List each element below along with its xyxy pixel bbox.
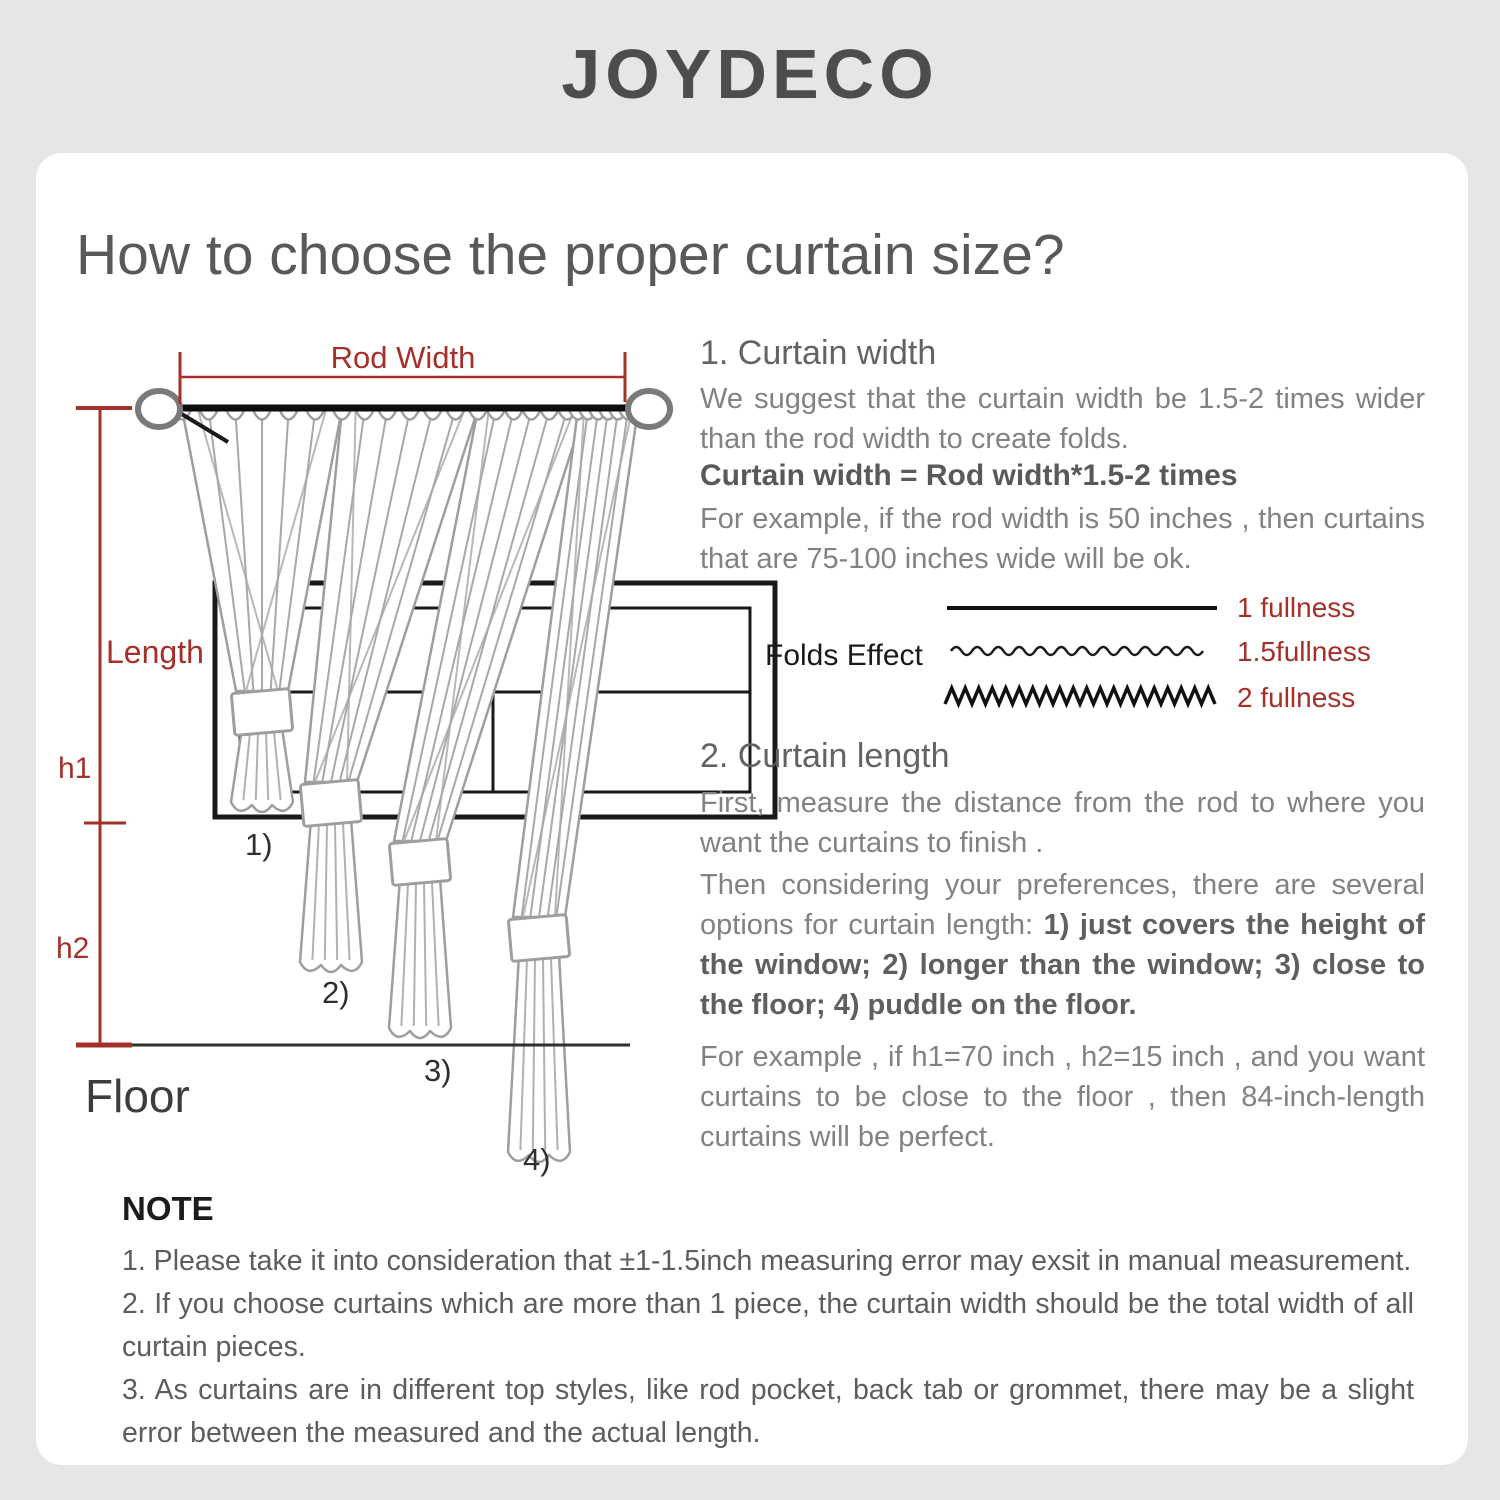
legend-1-fullness: 1 fullness [1237,592,1356,623]
note-heading: NOTE [122,1190,214,1227]
h2-label: h2 [56,932,90,965]
legend-2-fullness: 2 fullness [1237,682,1356,713]
curtain-length-step1: First, measure the distance from the rod to where you want the curtains to finish . [700,787,1425,859]
brand-logo: JOYDECO [561,35,939,113]
note-list [122,1240,1414,1455]
folds-effect-lines [945,608,1217,704]
section-curtain-width-heading: 1. Curtain width [700,334,937,372]
finial-right [628,391,670,427]
legend-1-5-fullness: 1.5fullness [1237,636,1371,667]
curtain-length-options-bold: 1) just covers the height of the window; 2) longer than the window; 3) close to the floor; 4) puddle on the floor. [700,909,1425,1021]
floor-label: Floor [85,1070,190,1122]
note-item-2: 2. If you choose curtains which are more than 1 piece, the curtain width should be the total width of all curtain pieces. [122,1288,1414,1363]
rod-width-label: Rod Width [330,340,476,375]
finial-left [138,391,180,427]
curtain-length-options [700,865,1425,1025]
curtain-width-example: For example, if the rod width is 50 inches , then curtains that are 75-100 inches wide will be ok. [700,503,1425,575]
h1-label: h1 [58,752,92,785]
curtain-option-3-label: 3) [424,1053,452,1088]
section-curtain-length-heading: 2. Curtain length [700,737,950,775]
curtain-length-options-intro: Then considering your preferences, there are several options for curtain length: [700,869,1425,941]
length-label: Length [106,634,204,670]
page-title: How to choose the proper curtain size? [76,223,1065,287]
folds-effect-label: Folds Effect [765,639,923,672]
curtain-option-1-label: 1) [245,827,273,862]
curtain-length-example: For example , if h1=70 inch , h2=15 inch , and you want curtains to be close to the floor , then 84-inch-length curtains will be perfect. [700,1041,1425,1153]
note-item-1: 1. Please take it into consideration that ±1-1.5inch measuring error may exsit in manual measurement. [122,1245,1412,1277]
curtain-option-2-label: 2) [322,975,350,1010]
curtains [173,409,647,1162]
curtain-width-intro: We suggest that the curtain width be 1.5-2 times wider than the rod width to create folds. [700,383,1425,455]
curtain-width-formula: Curtain width = Rod width*1.5-2 times [700,459,1238,492]
note-item-3: 3. As curtains are in different top styles, like rod pocket, back tab or grommet, there may be a slight error between the measured and the actual length. [122,1374,1414,1449]
curtain-option-4-label: 4) [523,1142,551,1177]
